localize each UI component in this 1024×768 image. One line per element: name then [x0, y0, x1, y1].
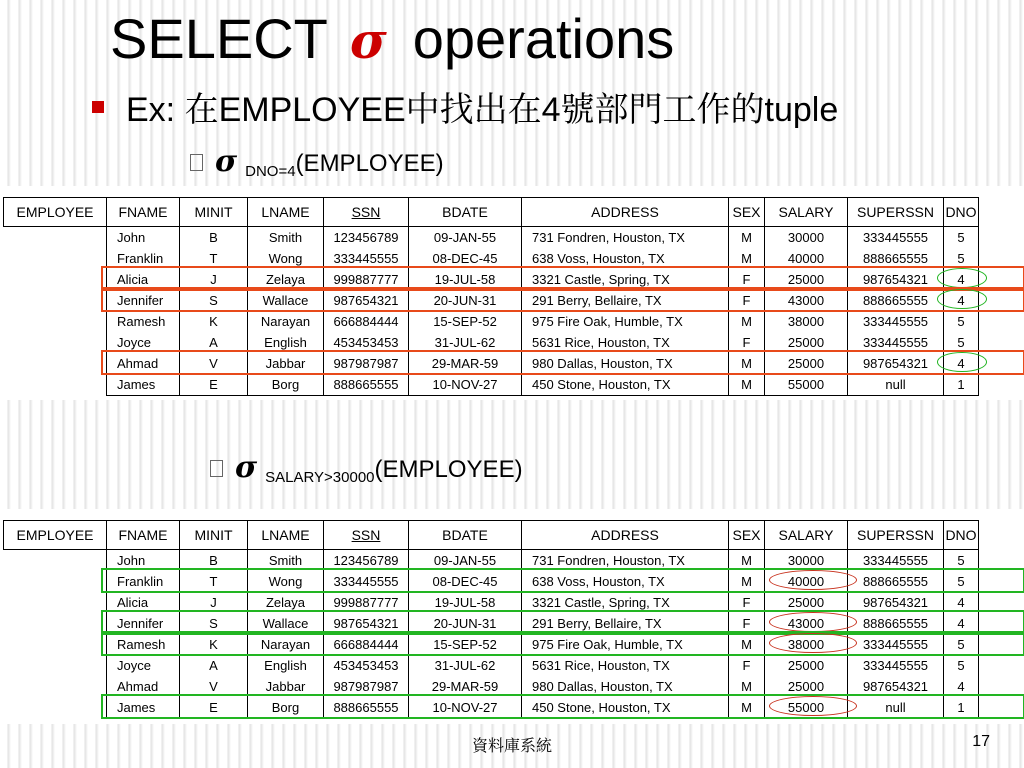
- sub-bullet-icon: [190, 154, 203, 171]
- cell-bdate: 09-JAN-55: [409, 550, 522, 572]
- cell-dno: 5: [944, 634, 979, 655]
- cell-bdate: 10-NOV-27: [409, 697, 522, 719]
- cell-minit: J: [180, 592, 248, 613]
- empty-cell: [4, 550, 107, 572]
- relation-operand: (EMPLOYEE): [374, 456, 523, 483]
- example-bullet: [92, 82, 838, 131]
- cell-superssn: 333445555: [848, 227, 944, 249]
- cell-minit: S: [180, 290, 248, 311]
- table-row: [4, 290, 979, 311]
- empty-cell: [4, 571, 107, 592]
- title-operations: operations: [412, 7, 675, 70]
- cell-salary: 38000: [765, 311, 848, 332]
- table-row: [4, 353, 979, 374]
- column-header-fname: FNAME: [107, 198, 180, 227]
- cell-dno: 4: [944, 676, 979, 697]
- title-select: SELECT: [110, 7, 328, 70]
- sigma-symbol: σ: [215, 144, 238, 179]
- cell-salary: 55000: [765, 374, 848, 396]
- cell-salary: 30000: [765, 227, 848, 249]
- table-row: [4, 655, 979, 676]
- cell-ssn: 987654321: [324, 613, 409, 634]
- cell-ssn: 666884444: [324, 634, 409, 655]
- page-number: 17: [972, 733, 990, 750]
- cell-dno: 5: [944, 311, 979, 332]
- table-row: [4, 248, 979, 269]
- cell-lname: Borg: [248, 374, 324, 396]
- employee-table-salary: [0, 509, 1024, 724]
- condition-subscript: DNO=4: [245, 163, 296, 180]
- slide-footer: [0, 733, 1024, 753]
- cell-lname: Zelaya: [248, 592, 324, 613]
- cell-address: 980 Dallas, Houston, TX: [522, 676, 729, 697]
- empty-cell: [4, 676, 107, 697]
- select-expression-salary: [210, 450, 523, 485]
- column-header-lname: LNAME: [248, 521, 324, 550]
- cell-superssn: 333445555: [848, 332, 944, 353]
- footer-course-name: 資料庫系統: [471, 738, 552, 755]
- column-header-salary: SALARY: [765, 521, 848, 550]
- cell-lname: Wong: [248, 571, 324, 592]
- cell-minit: K: [180, 311, 248, 332]
- cell-superssn: null: [848, 697, 944, 719]
- cell-fname: Ramesh: [107, 634, 180, 655]
- cell-lname: Wallace: [248, 290, 324, 311]
- column-header-ssn: SSN: [324, 521, 409, 550]
- empty-cell: [4, 613, 107, 634]
- cell-fname: Alicia: [107, 592, 180, 613]
- cell-lname: Smith: [248, 550, 324, 572]
- cell-minit: V: [180, 353, 248, 374]
- table-row: [4, 269, 979, 290]
- cell-fname: Ramesh: [107, 311, 180, 332]
- cell-minit: K: [180, 634, 248, 655]
- column-header-dno: DNO: [944, 521, 979, 550]
- cell-address: 638 Voss, Houston, TX: [522, 571, 729, 592]
- cell-address: 5631 Rice, Houston, TX: [522, 332, 729, 353]
- cell-ssn: 888665555: [324, 697, 409, 719]
- cell-ssn: 453453453: [324, 332, 409, 353]
- cell-fname: James: [107, 374, 180, 396]
- column-header-sex: SEX: [729, 198, 765, 227]
- cell-dno: 4: [944, 269, 979, 290]
- cell-superssn: 888665555: [848, 571, 944, 592]
- cell-ssn: 123456789: [324, 227, 409, 249]
- cell-fname: Franklin: [107, 248, 180, 269]
- column-header-fname: FNAME: [107, 521, 180, 550]
- table-row: [4, 311, 979, 332]
- table-header-row: [4, 198, 979, 227]
- cell-bdate: 08-DEC-45: [409, 248, 522, 269]
- cell-lname: Smith: [248, 227, 324, 249]
- cell-ssn: 333445555: [324, 248, 409, 269]
- cell-ssn: 453453453: [324, 655, 409, 676]
- cell-salary: 40000: [765, 248, 848, 269]
- cell-address: 731 Fondren, Houston, TX: [522, 227, 729, 249]
- cell-salary: 38000: [765, 634, 848, 655]
- cell-lname: Jabbar: [248, 676, 324, 697]
- cell-dno: 5: [944, 248, 979, 269]
- empty-cell: [4, 655, 107, 676]
- cell-minit: T: [180, 571, 248, 592]
- cell-bdate: 29-MAR-59: [409, 676, 522, 697]
- cell-fname: Alicia: [107, 269, 180, 290]
- cell-sex: F: [729, 290, 765, 311]
- cell-address: 450 Stone, Houston, TX: [522, 697, 729, 719]
- cell-sex: F: [729, 613, 765, 634]
- cell-ssn: 123456789: [324, 550, 409, 572]
- cell-lname: Zelaya: [248, 269, 324, 290]
- column-header-ssn: SSN: [324, 198, 409, 227]
- column-header-bdate: BDATE: [409, 198, 522, 227]
- cell-address: 638 Voss, Houston, TX: [522, 248, 729, 269]
- empty-cell: [4, 290, 107, 311]
- sigma-symbol: σ: [349, 11, 387, 70]
- cell-ssn: 999887777: [324, 592, 409, 613]
- cell-lname: Narayan: [248, 311, 324, 332]
- empty-cell: [4, 353, 107, 374]
- cell-address: 980 Dallas, Houston, TX: [522, 353, 729, 374]
- cell-salary: 30000: [765, 550, 848, 572]
- cell-minit: S: [180, 613, 248, 634]
- column-header-sex: SEX: [729, 521, 765, 550]
- cell-superssn: 888665555: [848, 290, 944, 311]
- sub-bullet-icon: [210, 460, 223, 477]
- cell-address: 975 Fire Oak, Humble, TX: [522, 634, 729, 655]
- select-expression-dno: [190, 144, 444, 179]
- column-header-salary: SALARY: [765, 198, 848, 227]
- cell-superssn: 987654321: [848, 269, 944, 290]
- example-text: Ex: 在EMPLOYEE中找出在4號部門工作的tuple: [126, 91, 839, 129]
- cell-fname: Joyce: [107, 655, 180, 676]
- cell-dno: 4: [944, 353, 979, 374]
- cell-sex: M: [729, 634, 765, 655]
- cell-bdate: 20-JUN-31: [409, 613, 522, 634]
- table-row: [4, 227, 979, 249]
- empty-cell: [4, 248, 107, 269]
- cell-superssn: 888665555: [848, 613, 944, 634]
- cell-sex: F: [729, 592, 765, 613]
- cell-minit: E: [180, 697, 248, 719]
- cell-salary: 25000: [765, 676, 848, 697]
- cell-bdate: 31-JUL-62: [409, 332, 522, 353]
- cell-address: 975 Fire Oak, Humble, TX: [522, 311, 729, 332]
- cell-bdate: 29-MAR-59: [409, 353, 522, 374]
- cell-lname: Wong: [248, 248, 324, 269]
- cell-ssn: 666884444: [324, 311, 409, 332]
- bullet-square-icon: [92, 101, 104, 113]
- cell-address: 450 Stone, Houston, TX: [522, 374, 729, 396]
- cell-lname: Borg: [248, 697, 324, 719]
- cell-fname: Franklin: [107, 571, 180, 592]
- cell-dno: 5: [944, 655, 979, 676]
- column-header-bdate: BDATE: [409, 521, 522, 550]
- cell-dno: 4: [944, 613, 979, 634]
- cell-minit: E: [180, 374, 248, 396]
- cell-ssn: 987654321: [324, 290, 409, 311]
- cell-superssn: 987654321: [848, 353, 944, 374]
- cell-sex: F: [729, 269, 765, 290]
- empty-cell: [4, 592, 107, 613]
- cell-ssn: 999887777: [324, 269, 409, 290]
- table-row: [4, 634, 979, 655]
- cell-lname: English: [248, 655, 324, 676]
- cell-fname: Ahmad: [107, 353, 180, 374]
- cell-salary: 25000: [765, 655, 848, 676]
- cell-bdate: 15-SEP-52: [409, 311, 522, 332]
- cell-superssn: 333445555: [848, 311, 944, 332]
- cell-dno: 4: [944, 290, 979, 311]
- empty-cell: [4, 634, 107, 655]
- condition-subscript: SALARY>30000: [265, 469, 375, 486]
- cell-bdate: 19-JUL-58: [409, 592, 522, 613]
- cell-minit: B: [180, 550, 248, 572]
- cell-address: 291 Berry, Bellaire, TX: [522, 290, 729, 311]
- cell-dno: 4: [944, 592, 979, 613]
- table-header-row: [4, 521, 979, 550]
- cell-superssn: 333445555: [848, 655, 944, 676]
- cell-bdate: 08-DEC-45: [409, 571, 522, 592]
- column-header-address: ADDRESS: [522, 521, 729, 550]
- cell-dno: 5: [944, 550, 979, 572]
- cell-salary: 25000: [765, 269, 848, 290]
- cell-dno: 5: [944, 332, 979, 353]
- cell-minit: A: [180, 655, 248, 676]
- cell-fname: Jennifer: [107, 613, 180, 634]
- cell-address: 731 Fondren, Houston, TX: [522, 550, 729, 572]
- cell-bdate: 15-SEP-52: [409, 634, 522, 655]
- cell-sex: M: [729, 571, 765, 592]
- cell-sex: M: [729, 248, 765, 269]
- table-row: [4, 374, 979, 396]
- cell-bdate: 19-JUL-58: [409, 269, 522, 290]
- cell-sex: M: [729, 697, 765, 719]
- cell-sex: M: [729, 227, 765, 249]
- cell-minit: A: [180, 332, 248, 353]
- cell-fname: John: [107, 550, 180, 572]
- cell-dno: 5: [944, 571, 979, 592]
- table-row: [4, 550, 979, 572]
- cell-fname: James: [107, 697, 180, 719]
- cell-lname: Wallace: [248, 613, 324, 634]
- relation-name: EMPLOYEE: [4, 198, 107, 227]
- table-row: [4, 676, 979, 697]
- cell-ssn: 333445555: [324, 571, 409, 592]
- sigma-symbol: σ: [235, 450, 258, 485]
- cell-ssn: 987987987: [324, 353, 409, 374]
- cell-sex: M: [729, 550, 765, 572]
- table-row: [4, 613, 979, 634]
- cell-address: 3321 Castle, Spring, TX: [522, 269, 729, 290]
- cell-bdate: 20-JUN-31: [409, 290, 522, 311]
- cell-sex: M: [729, 676, 765, 697]
- table-row: [4, 571, 979, 592]
- empty-cell: [4, 227, 107, 249]
- cell-dno: 5: [944, 227, 979, 249]
- table-row: [4, 332, 979, 353]
- cell-lname: Jabbar: [248, 353, 324, 374]
- cell-superssn: null: [848, 374, 944, 396]
- cell-address: 3321 Castle, Spring, TX: [522, 592, 729, 613]
- cell-ssn: 888665555: [324, 374, 409, 396]
- cell-dno: 1: [944, 374, 979, 396]
- cell-dno: 1: [944, 697, 979, 719]
- empty-cell: [4, 311, 107, 332]
- cell-salary: 43000: [765, 613, 848, 634]
- column-header-minit: MINIT: [180, 198, 248, 227]
- empty-cell: [4, 374, 107, 396]
- cell-bdate: 31-JUL-62: [409, 655, 522, 676]
- slide-title: [110, 6, 674, 71]
- relation-operand: (EMPLOYEE): [295, 150, 444, 177]
- cell-superssn: 333445555: [848, 550, 944, 572]
- employee-table: [3, 197, 979, 396]
- cell-sex: F: [729, 332, 765, 353]
- relation-name: EMPLOYEE: [4, 521, 107, 550]
- empty-cell: [4, 697, 107, 719]
- column-header-dno: DNO: [944, 198, 979, 227]
- cell-minit: J: [180, 269, 248, 290]
- cell-lname: Narayan: [248, 634, 324, 655]
- cell-superssn: 987654321: [848, 676, 944, 697]
- cell-sex: M: [729, 353, 765, 374]
- cell-bdate: 09-JAN-55: [409, 227, 522, 249]
- cell-bdate: 10-NOV-27: [409, 374, 522, 396]
- column-header-address: ADDRESS: [522, 198, 729, 227]
- column-header-superssn: SUPERSSN: [848, 521, 944, 550]
- cell-salary: 40000: [765, 571, 848, 592]
- cell-fname: Ahmad: [107, 676, 180, 697]
- cell-superssn: 333445555: [848, 634, 944, 655]
- cell-minit: V: [180, 676, 248, 697]
- cell-sex: M: [729, 374, 765, 396]
- cell-minit: T: [180, 248, 248, 269]
- table-row: [4, 697, 979, 719]
- cell-salary: 55000: [765, 697, 848, 719]
- cell-superssn: 987654321: [848, 592, 944, 613]
- cell-address: 291 Berry, Bellaire, TX: [522, 613, 729, 634]
- cell-salary: 25000: [765, 353, 848, 374]
- column-header-minit: MINIT: [180, 521, 248, 550]
- cell-salary: 25000: [765, 332, 848, 353]
- cell-fname: John: [107, 227, 180, 249]
- cell-lname: English: [248, 332, 324, 353]
- cell-minit: B: [180, 227, 248, 249]
- table-row: [4, 592, 979, 613]
- employee-table-dno4: [0, 186, 1024, 400]
- cell-fname: Jennifer: [107, 290, 180, 311]
- cell-fname: Joyce: [107, 332, 180, 353]
- cell-salary: 43000: [765, 290, 848, 311]
- cell-sex: F: [729, 655, 765, 676]
- employee-table: [3, 520, 979, 719]
- column-header-lname: LNAME: [248, 198, 324, 227]
- empty-cell: [4, 332, 107, 353]
- cell-sex: M: [729, 311, 765, 332]
- column-header-superssn: SUPERSSN: [848, 198, 944, 227]
- cell-ssn: 987987987: [324, 676, 409, 697]
- cell-address: 5631 Rice, Houston, TX: [522, 655, 729, 676]
- cell-salary: 25000: [765, 592, 848, 613]
- cell-superssn: 888665555: [848, 248, 944, 269]
- empty-cell: [4, 269, 107, 290]
